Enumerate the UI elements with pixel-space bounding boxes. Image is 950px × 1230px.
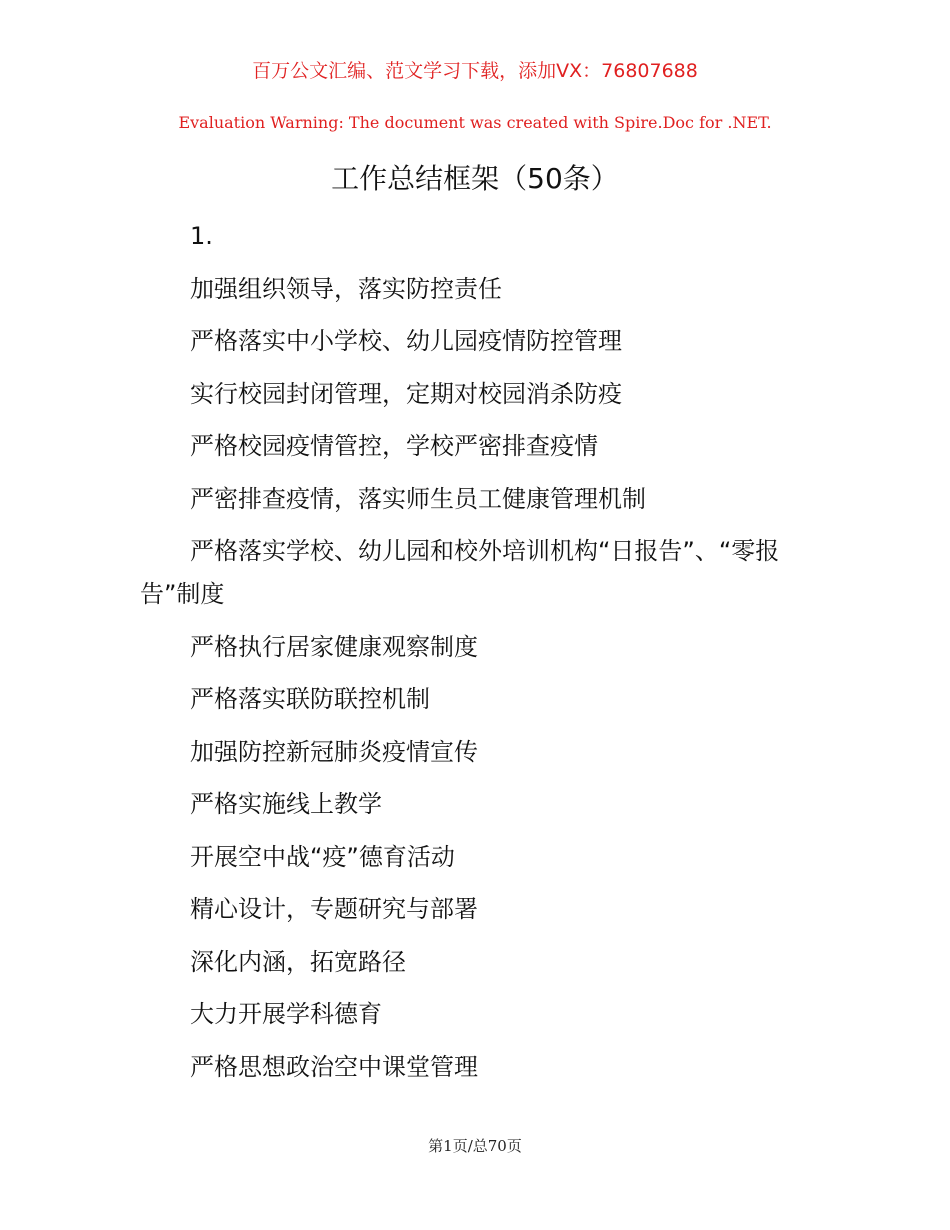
paragraph: 严格校园疫情管控，学校严密排查疫情 [190, 432, 598, 460]
evaluation-warning: Evaluation Warning: The document was created with Spire.Doc for .NET. [178, 113, 772, 132]
paragraph-number: 1. [190, 222, 213, 250]
paragraph: 大力开展学科德育 [190, 1000, 382, 1028]
paragraph: 深化内涵，拓宽路径 [190, 947, 406, 976]
paragraph: 严格实施线上教学 [190, 790, 382, 818]
paragraph: 精心设计，专题研究与部署 [190, 895, 478, 923]
paragraph: 加强防控新冠肺炎疫情宣传 [190, 737, 478, 766]
paragraph: 严格落实学校、幼儿园和校外培训机构“日报告”、“零报告”制度 [140, 537, 780, 608]
paragraph: 严格落实中小学校、幼儿园疫情防控管理 [190, 327, 622, 355]
paragraph: 实行校园封闭管理，定期对校园消杀防疫 [190, 379, 622, 408]
paragraph: 开展空中战“疫”德育活动 [190, 842, 455, 871]
document-title: 工作总结框架（50条） [331, 162, 619, 195]
paragraph: 严格执行居家健康观察制度 [190, 632, 478, 661]
paragraph: 严格思想政治空中课堂管理 [190, 1052, 478, 1081]
paragraph: 加强组织领导，落实防控责任 [190, 274, 502, 303]
paragraph: 严格落实联防联控机制 [190, 685, 430, 713]
document-body [140, 215, 815, 1098]
watermark-banner: 百万公文汇编、范文学习下载，添加VX：76807688 [252, 60, 698, 82]
paragraph: 严密排查疫情，落实师生员工健康管理机制 [190, 484, 646, 513]
page-footer: 第1页/总70页 [428, 1137, 522, 1155]
